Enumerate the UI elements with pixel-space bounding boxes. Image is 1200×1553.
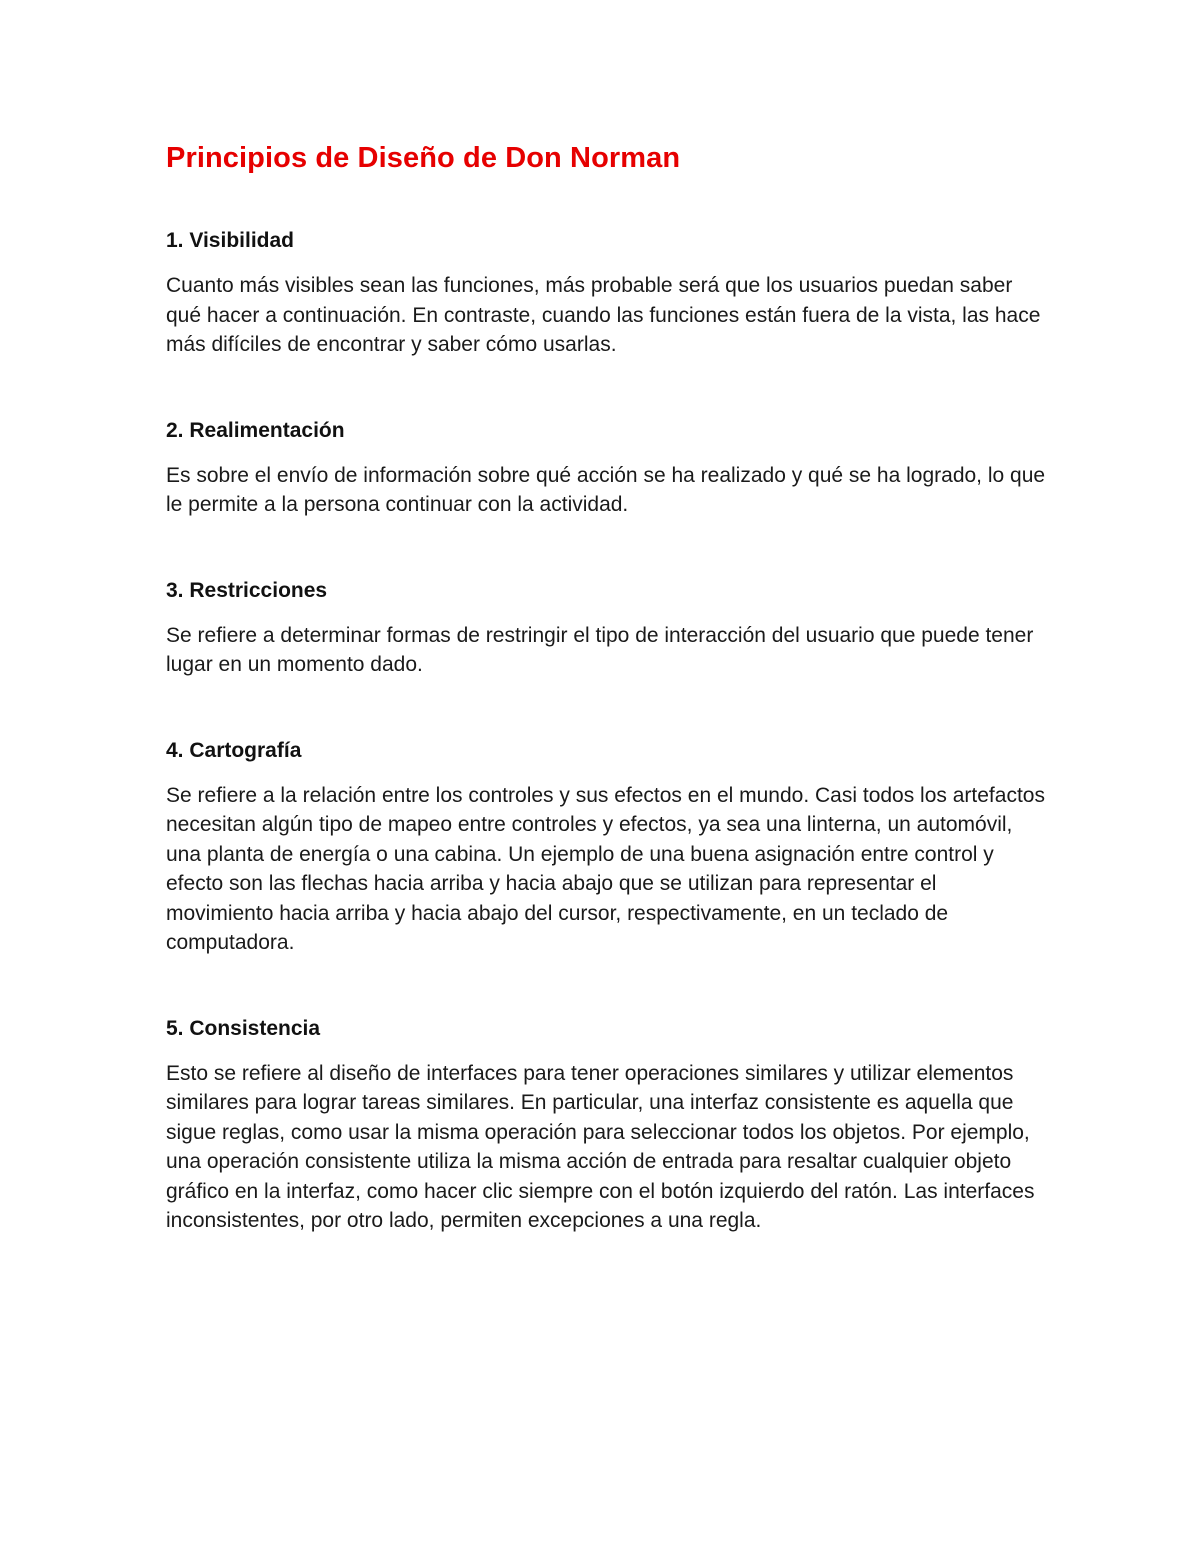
section-body: Es sobre el envío de información sobre qué acción se ha realizado y qué se ha logrado, lo que le permite a la persona continuar con la actividad. [166, 463, 1046, 516]
principles-list [166, 226, 1050, 1236]
section-body: Cuanto más visibles sean las funciones, más probable será que los usuarios puedan saber qué hacer a continuación. En contraste, cuando las funciones están fuera de la vista, las hace más difíciles de encontrar y saber cómo usarlas. [166, 274, 1041, 356]
section-heading: 5. Consistencia [166, 1016, 321, 1040]
principle-consistency [166, 1014, 1050, 1236]
principle-feedback [166, 416, 1050, 520]
section-body: Se refiere a la relación entre los controles y sus efectos en el mundo. Casi todos los artefactos necesitan algún tipo de mapeo entre controles y efectos, ya sea una linterna, un automóvil, una planta de energía o una cabina. Un ejemplo de una buena asignación entre control y efecto son las flechas hacia arriba y hacia abajo que se utilizan para representar el movimiento hacia arriba y hacia abajo del cursor, respectivamente, en un teclado de computadora. [166, 783, 1045, 954]
document-title: Principios de Diseño de Don Norman [166, 142, 681, 174]
principle-visibility [166, 226, 1050, 360]
principle-constraints [166, 576, 1050, 680]
section-heading: 4. Cartografía [166, 738, 302, 762]
section-body: Esto se refiere al diseño de interfaces para tener operaciones similares y utilizar elementos similares para lograr tareas similares. En particular, una interfaz consistente es aquella que sigue reglas, como usar la misma operación para seleccionar todos los objetos. Por ejemplo, una operación consistente utiliza la misma acción de entrada para resaltar cualquier objeto gráfico en la interfaz, como hacer clic siempre con el botón izquierdo del ratón. Las interfaces inconsistentes, por otro lado, permiten excepciones a una regla. [166, 1061, 1035, 1232]
section-body: Se refiere a determinar formas de restringir el tipo de interacción del usuario que puede tener lugar en un momento dado. [166, 623, 1034, 676]
section-heading: 3. Restricciones [166, 578, 328, 602]
section-heading: 1. Visibilidad [166, 229, 294, 252]
section-heading: 2. Realimentación [166, 418, 345, 442]
principle-mapping [166, 736, 1050, 958]
